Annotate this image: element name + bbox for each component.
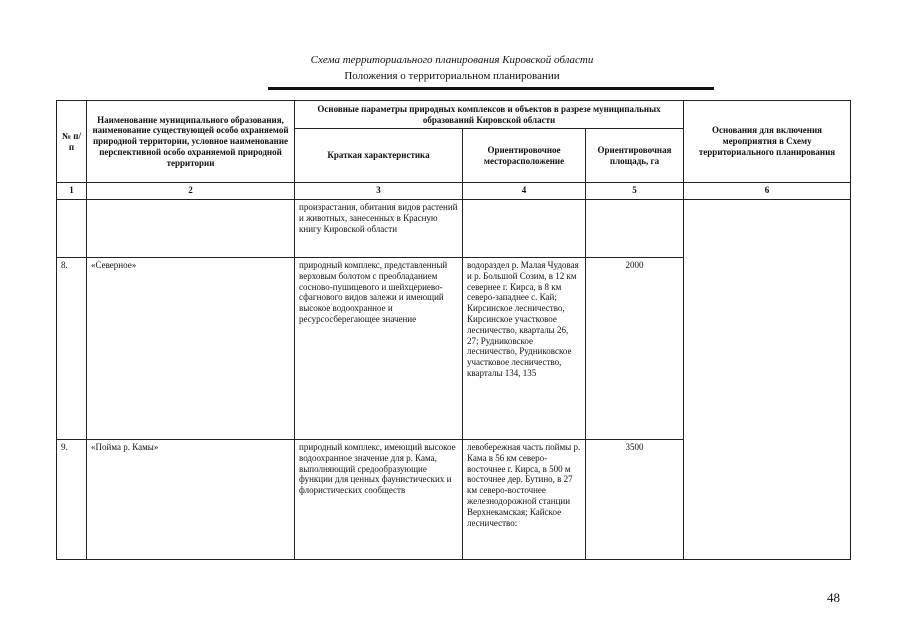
row-characteristic: природный комплекс, имеющий высокое водоохранное значение для р. Кама, выполняющий средообразующие функции для ценных фаунистических и флористических сообществ — [295, 440, 463, 560]
header-characteristic: Краткая характеристика — [295, 129, 463, 183]
row-characteristic: природный комплекс, представленный верховым болотом с преобладанием сосново-пушицевого и шейхцериево-сфагнового видов залежи и имеющий высокое водоохранное и ресурсосберегающее значение — [295, 258, 463, 440]
row-location: левобережная часть поймы р. Кама в 56 км северо-восточнее г. Кирса, в 500 м восточнее дер. Бутино, в 27 км северо-восточнее железнодорожной станции Верхнекамская; Кайское лесничество: — [463, 440, 586, 560]
column-number: 3 — [295, 183, 463, 200]
document-title: Схема территориального планирования Кировской области — [310, 54, 594, 66]
header-area: Ориентировочная площадь, га — [586, 129, 684, 183]
column-number: 4 — [463, 183, 586, 200]
column-number: 1 — [57, 183, 87, 200]
row-name — [87, 200, 295, 258]
row-no — [57, 200, 87, 258]
header-params: Основные параметры природных комплексов и объектов в разрезе муниципальных образований Кировской области — [295, 101, 684, 129]
column-number: 2 — [87, 183, 295, 200]
territory-table — [56, 100, 851, 560]
row-area — [586, 200, 684, 258]
row-location: водораздел р. Малая Чудовая и р. Большой Созим, в 12 км севернее г. Кирса, в 8 км северо-западнее с. Кай; Кирсинское лесничество, Кирсинское участковое лесничество, кварталы 26, 27; Рудниковское лесничество, Рудниковское участковое лесничество, кварталы 134, 135 — [463, 258, 586, 440]
row-area: 2000 — [586, 258, 684, 440]
row-area: 3500 — [586, 440, 684, 560]
header-location: Ориентировочное месторасположение — [463, 129, 586, 183]
header-basis: Основания для включения мероприятия в Схему территориального планирования — [684, 101, 851, 183]
table-row — [57, 200, 851, 258]
column-number: 5 — [586, 183, 684, 200]
header-name: Наименование муниципального образования, наименование существующей особо охраняемой природной территории, условное наименование перспективной особо охраняемой природной территории — [87, 101, 295, 183]
header-no: № п/п — [57, 101, 87, 183]
header-rule — [268, 87, 714, 90]
row-no: 9. — [57, 440, 87, 560]
column-number: 6 — [684, 183, 851, 200]
column-number-row — [57, 183, 851, 200]
row-characteristic: произрастания, обитания видов растений и животных, занесенных в Красную книгу Кировской области — [295, 200, 463, 258]
row-no: 8. — [57, 258, 87, 440]
row-name: «Северное» — [87, 258, 295, 440]
basis-cell — [684, 200, 851, 560]
document-subtitle: Положения о территориальном планировании — [344, 70, 560, 82]
row-location — [463, 200, 586, 258]
row-name: «Пойма р. Камы» — [87, 440, 295, 560]
page-number: 48 — [827, 590, 840, 605]
